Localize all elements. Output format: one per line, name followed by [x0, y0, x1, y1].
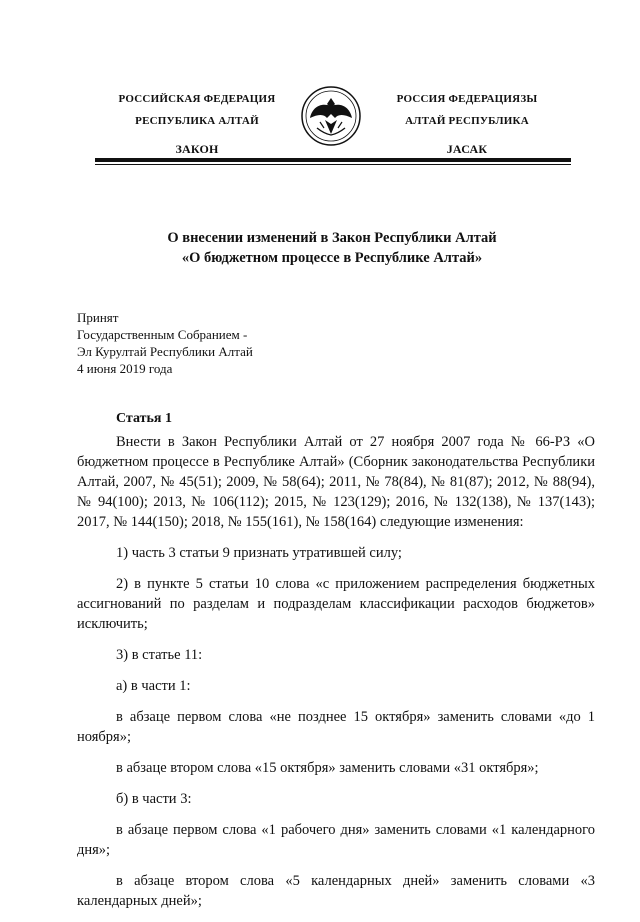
header-right-republic: АЛТАЙ РЕСПУБЛИКА	[405, 115, 529, 127]
header-left-block	[102, 88, 292, 160]
article-paragraph: в абзаце первом слова «1 рабочего дня» заменить словами «1 календарного дня»;	[77, 822, 595, 858]
title-line-2: «О бюджетном процессе в Республике Алтай»	[181, 250, 483, 266]
header-divider-thick	[95, 158, 571, 162]
header-right-country: РОССИЯ ФЕДЕРАЦИЯЗЫ	[396, 93, 538, 105]
header-right-law: JАСАК	[446, 142, 488, 156]
adopted-date: 4 июня 2019 года	[77, 361, 173, 376]
article-body	[77, 432, 595, 922]
article-paragraph: в абзаце первом слова «не позднее 15 октября» заменить словами «до 1 ноября»;	[77, 709, 595, 745]
adopted-line-1: Принят	[77, 310, 119, 325]
header-divider-thin	[95, 164, 571, 165]
adopted-line-3: Эл Курултай Республики Алтай	[77, 344, 253, 359]
article-paragraph: б) в части 3:	[116, 791, 192, 807]
document-title	[70, 228, 594, 268]
article-paragraph: в абзаце втором слова «5 календарных дней» заменить словами «3 календарных дней»;	[77, 873, 595, 909]
coat-of-arms-icon	[300, 84, 362, 148]
article-paragraph: 3) в статье 11:	[116, 647, 203, 663]
article-paragraph: Внести в Закон Республики Алтай от 27 ноября 2007 года № 66-РЗ «О бюджетном процессе в Республике Алтай» (Сборник законодательства Республики Алтай, 2007, № 45(51); 2009, № 58(64); 2011, № 78(84), № 81(87); 2012, № 88(94), № 94(100); 2013, № 106(112); 2015, № 123(129); 2016, № 132(138), № 137(143); 2017, № 144(150); 2018, № 155(161), № 158(164) следующие изменения:	[77, 434, 595, 530]
adoption-note	[77, 309, 377, 377]
header-left-republic: РЕСПУБЛИКА АЛТАЙ	[135, 115, 259, 127]
article-paragraph: 2) в пункте 5 статьи 10 слова «с приложением распределения бюджетных ассигнований по разделам и подразделам классификации расходов бюджетов» исключить;	[77, 576, 595, 632]
article-paragraph: а) в части 1:	[116, 678, 191, 694]
article-heading: Статья 1	[116, 411, 172, 426]
article-paragraph: 1) часть 3 статьи 9 признать утратившей силу;	[116, 545, 402, 561]
header-left-law: ЗАКОН	[175, 142, 219, 156]
adopted-line-2: Государственным Собранием -	[77, 327, 248, 342]
header-left-country: РОССИЙСКАЯ ФЕДЕРАЦИЯ	[118, 93, 276, 105]
title-line-1: О внесении изменений в Закон Республики Алтай	[167, 230, 497, 246]
article-paragraph: в абзаце втором слова «15 октября» заменить словами «31 октября»;	[116, 760, 539, 776]
header-right-block	[372, 88, 562, 160]
